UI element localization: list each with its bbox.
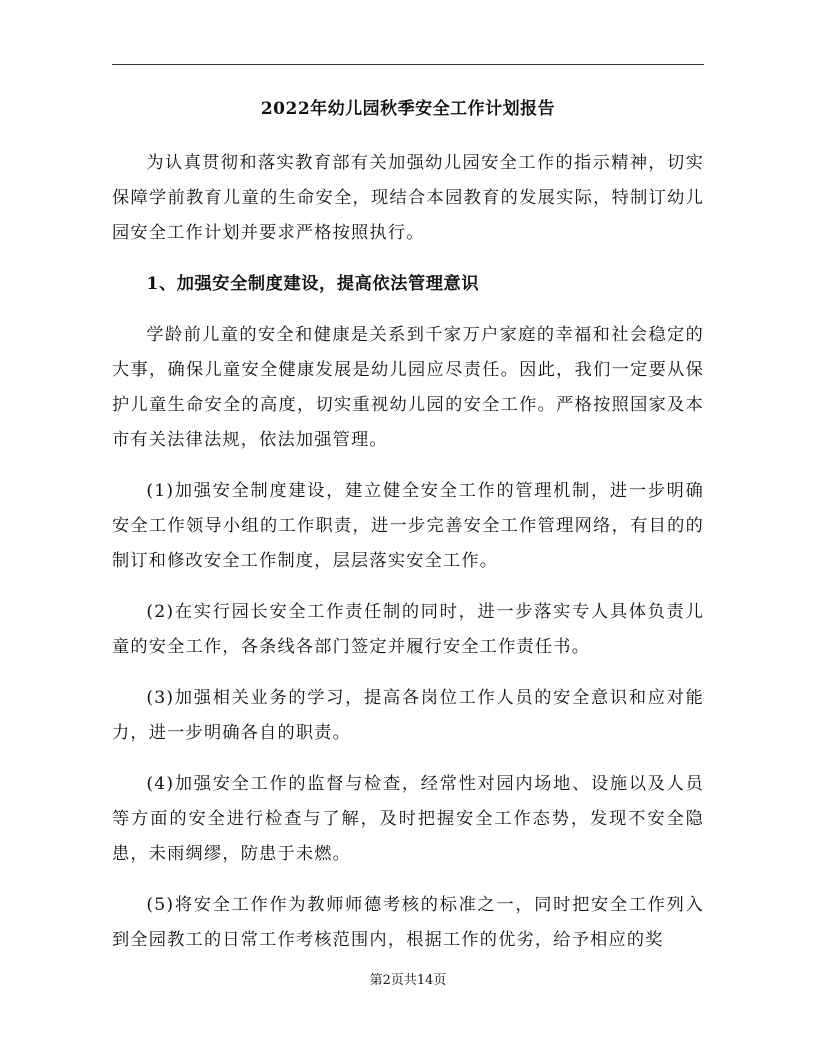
list-item: (3)加强相关业务的学习，提高各岗位工作人员的安全意识和应对能力，进一步明确各自的职责。	[112, 688, 704, 743]
section-heading: 1、加强安全制度建设，提高依法管理意识	[146, 274, 480, 294]
header-rule	[112, 64, 704, 65]
list-item: (4)加强安全工作的监督与检查，经常性对园内场地、设施以及人员等方面的安全进行检查与了解，及时把握安全工作态势，发现不安全隐患，未雨绸缪，防患于未燃。	[112, 774, 704, 864]
document-body	[112, 146, 704, 974]
list-item: (5)将安全工作作为教师师德考核的标准之一，同时把安全工作列入到全园教工的日常工作考核范围内，根据工作的优劣，给予相应的奖	[112, 895, 704, 950]
list-item: (1)加强安全制度建设，建立健全安全工作的管理机制，进一步明确安全工作领导小组的工作职责，进一步完善安全工作管理网络，有目的的制订和修改安全工作制度，层层落实安全工作。	[112, 481, 704, 571]
list-item: (2)在实行园长安全工作责任制的同时，进一步落实专人具体负责儿童的安全工作，各条线各部门签定并履行安全工作责任书。	[112, 602, 704, 657]
body-paragraph: 学龄前儿童的安全和健康是关系到千家万户家庭的幸福和社会稳定的大事，确保儿童安全健康发展是幼儿园应尽责任。因此，我们一定要从保护儿童生命安全的高度，切实重视幼儿园的安全工作。严格按照国家及本市有关法律法规，依法加强管理。	[112, 325, 704, 450]
intro-paragraph: 为认真贯彻和落实教育部有关加强幼儿园安全工作的指示精神，切实保障学前教育儿童的生命安全，现结合本园教育的发展实际，特制订幼儿园安全工作计划并要求严格按照执行。	[112, 153, 704, 243]
page-number: 第2页共14页	[369, 973, 447, 988]
document-title: 2022年幼儿园秋季安全工作计划报告	[260, 99, 556, 119]
